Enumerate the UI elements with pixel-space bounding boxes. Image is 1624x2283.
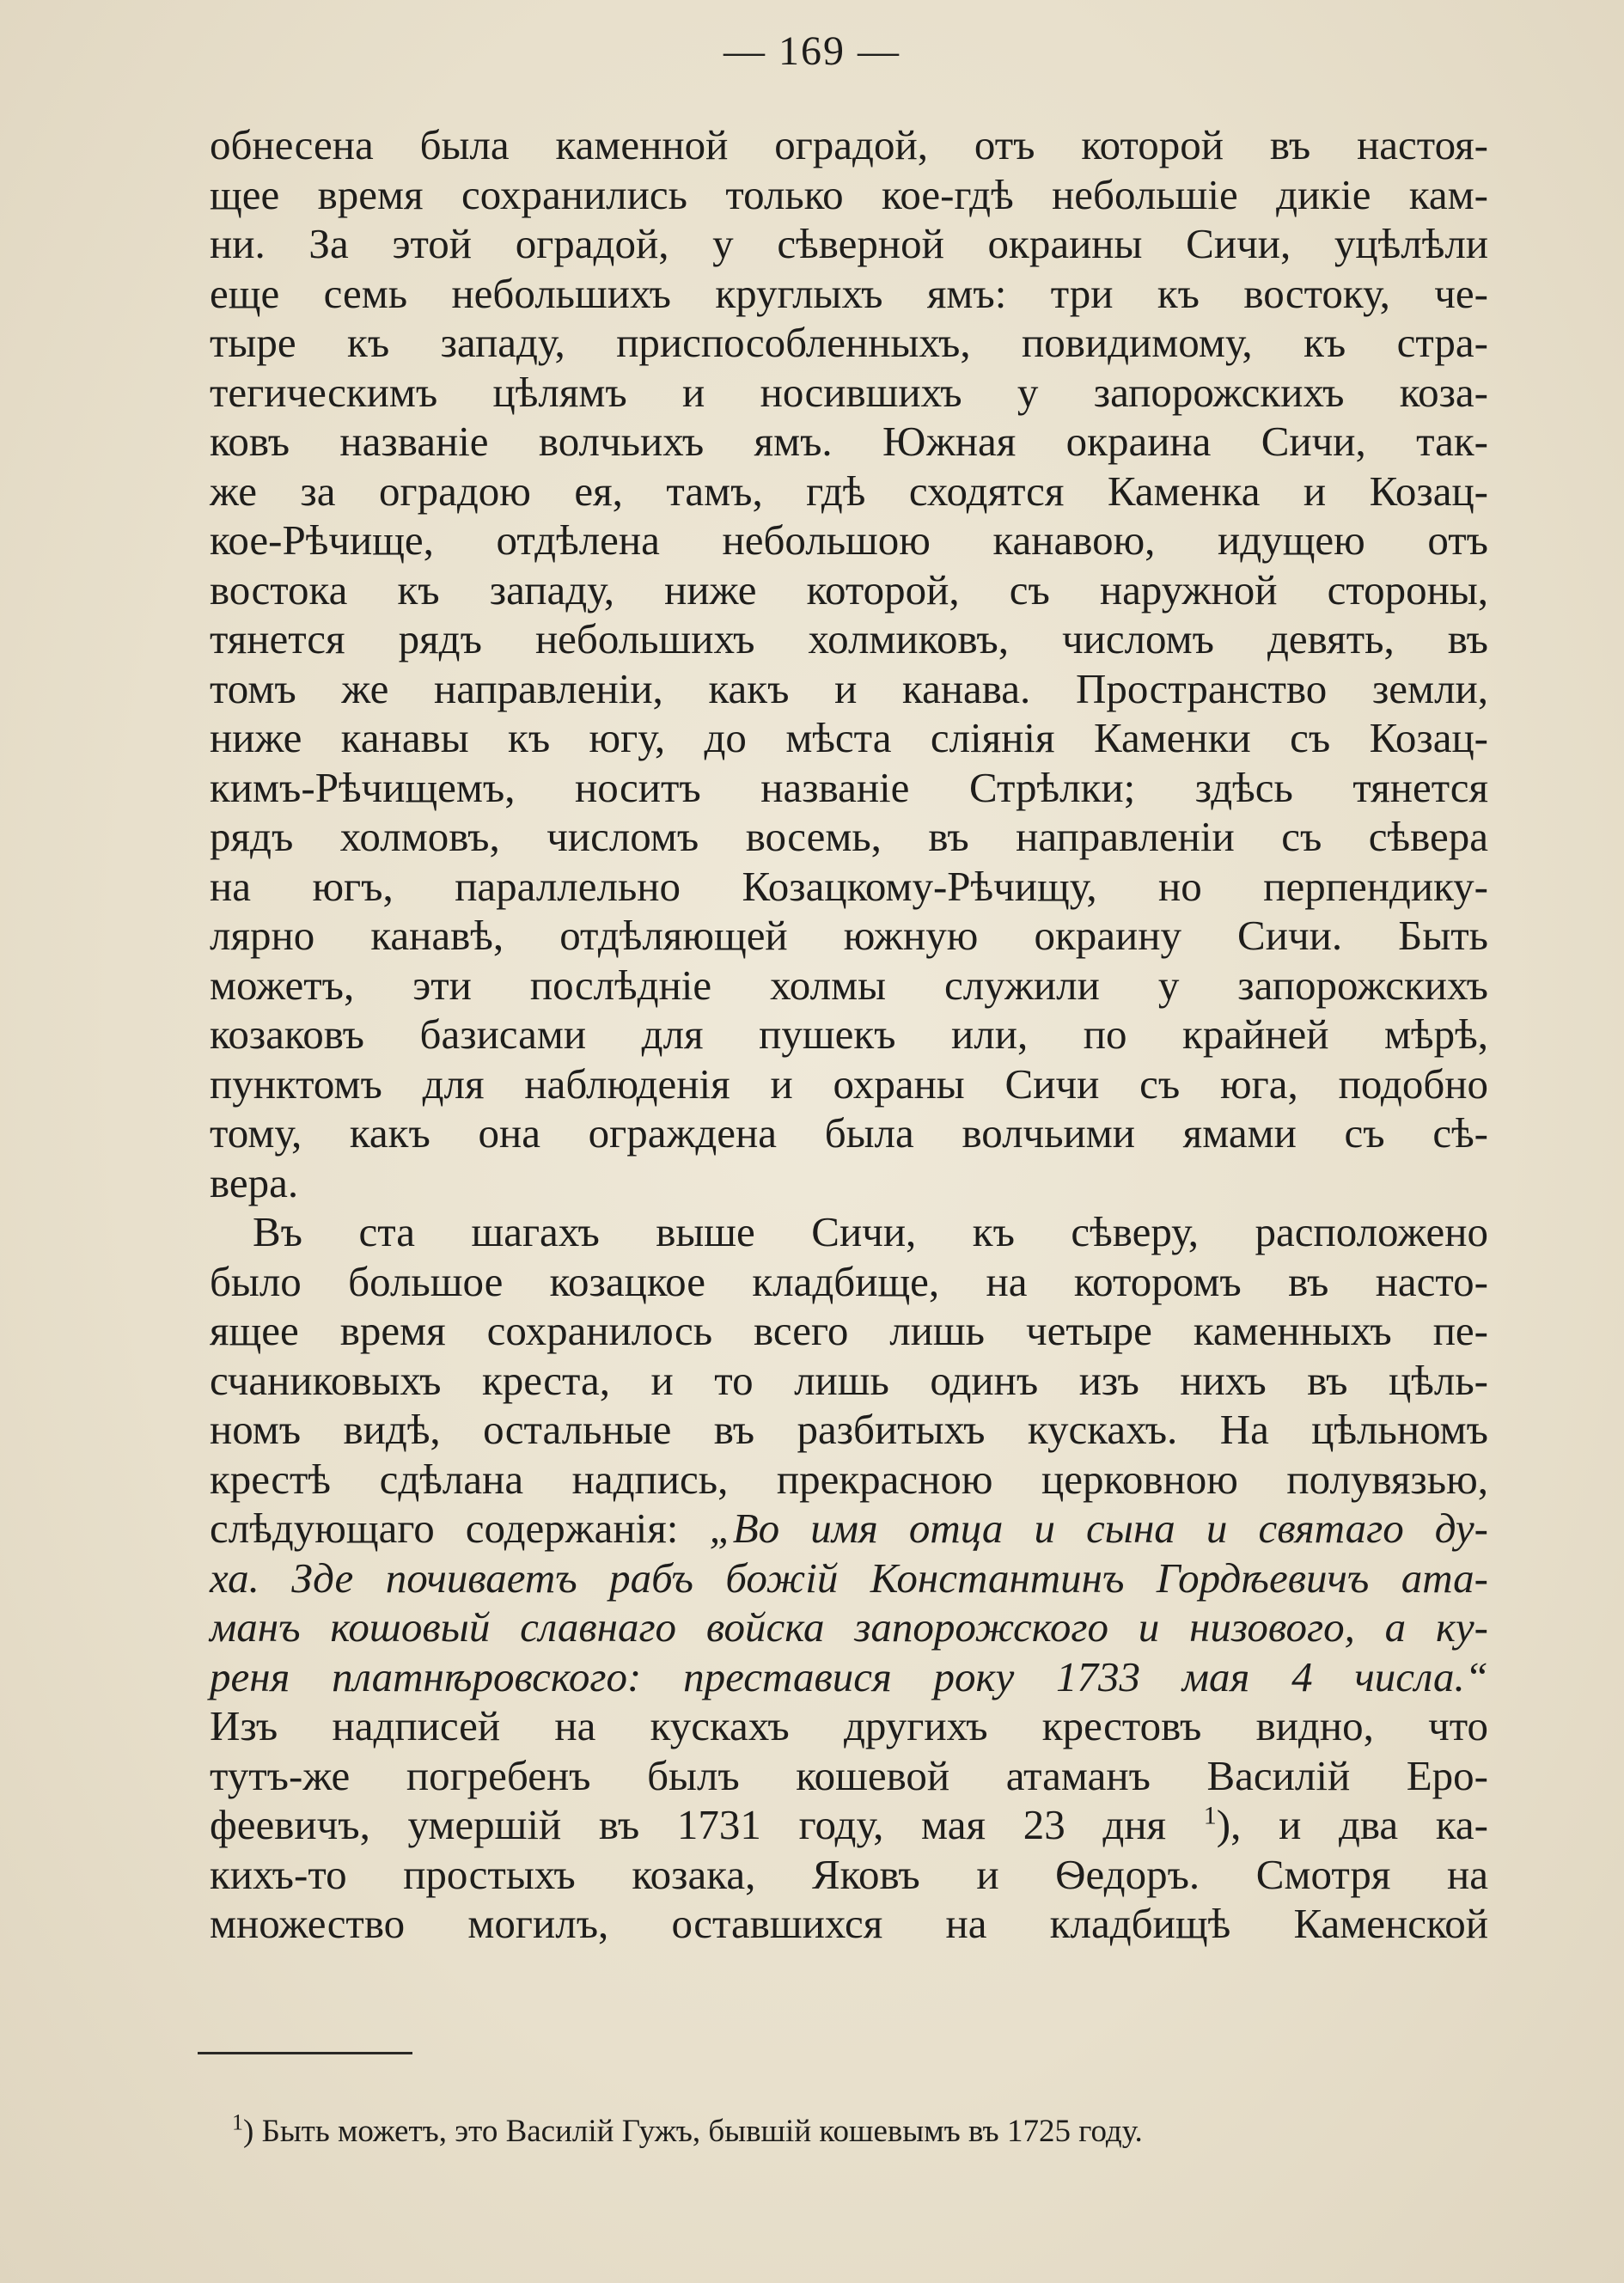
- text-line: рядъ холмовъ, числомъ восемь, въ направленіи съ сѣвера: [210, 813, 1488, 860]
- text-line: кимъ-Рѣчищемъ, носитъ названіе Стрѣлки; здѣсь тянется: [210, 763, 1488, 811]
- text-line: кихъ-то простыхъ козака, Яковъ и Ѳедоръ. Смотря на: [210, 1850, 1488, 1898]
- text-line: Въ ста шагахъ выше Сичи, къ сѣверу, расположено: [253, 1208, 1488, 1255]
- footnote-reference: 1: [1203, 1801, 1217, 1830]
- text-line: тегическимъ цѣлямъ и носившихъ у запорожскихъ коза-: [210, 368, 1488, 416]
- body-text: [210, 120, 1488, 1949]
- text-line: тянется рядъ небольшихъ холмиковъ, числомъ девять, въ: [210, 615, 1488, 662]
- text-line: ни. За этой оградой, у сѣверной окраины Сичи, уцѣлѣли: [210, 220, 1488, 267]
- text-line: тутъ-же погребенъ былъ кошевой атаманъ Василій Еро-: [210, 1751, 1488, 1799]
- text-line: на югъ, параллельно Козацкому-Рѣчищу, но перпендику-: [210, 862, 1488, 910]
- text-line: ящее время сохранилось всего лишь четыре каменныхъ пе-: [210, 1307, 1488, 1354]
- text-line: можетъ, эти послѣдніе холмы служили у запорожскихъ: [210, 961, 1488, 1009]
- text-line: козаковъ базисами для пушекъ или, по крайней мѣрѣ,: [210, 1010, 1488, 1058]
- text-line: счаниковыхъ креста, и то лишь одинъ изъ нихъ въ цѣль-: [210, 1356, 1488, 1404]
- quote-intro: слѣдующаго содержанія:: [210, 1505, 710, 1552]
- footnote-text: ) Быть можетъ, это Василій Гужъ, бывшій кошевымъ въ 1725 году.: [243, 2114, 1143, 2149]
- text-line: томъ же направленіи, какъ и канава. Пространство земли,: [210, 664, 1488, 712]
- text-line: вера.: [210, 1158, 299, 1206]
- text-line: множество могилъ, оставшихся на кладбищѣ Каменской: [210, 1900, 1488, 1947]
- text-line: пунктомъ для наблюденія и охраны Сичи съ юга, подобно: [210, 1059, 1488, 1108]
- text-line: Изъ надписей на кускахъ другихъ крестовъ видно, что: [210, 1702, 1488, 1749]
- footnote-divider: [198, 2052, 412, 2054]
- page-number: — 169 —: [723, 28, 901, 74]
- footnote-marker: 1: [232, 2109, 243, 2135]
- text-line: востока къ западу, ниже которой, съ наружной стороны,: [210, 565, 1488, 613]
- text-line: ниже канавы къ югу, до мѣста сліянія Каменки съ Козац-: [210, 714, 1488, 761]
- inscription-line: реня платнѣровского: преставися року 1733 мая 4 числа.“: [210, 1652, 1488, 1700]
- text-line: же за оградою ея, тамъ, гдѣ сходятся Каменка и Козац-: [210, 467, 1488, 515]
- text-line-quote-start: [210, 1504, 1488, 1554]
- text-line: номъ видѣ, остальные въ разбитыхъ кускахъ. На цѣльномъ: [210, 1406, 1488, 1453]
- text-line: кое-Рѣчище, отдѣлена небольшою канавою, идущею отъ: [210, 516, 1488, 564]
- text-segment: феевичъ, умершій въ 1731 году, мая 23 дня: [210, 1801, 1204, 1848]
- text-line-with-footnote-ref: [210, 1800, 1488, 1850]
- text-line: обнесена была каменной оградой, отъ которой въ настоя-: [210, 121, 1488, 168]
- text-line: лярно канавѣ, отдѣляющей южную окраину Сичи. Быть: [210, 912, 1488, 959]
- inscription-line: ха. Зде почиваетъ рабъ божій Константинъ Гордѣевичъ ата-: [210, 1554, 1488, 1602]
- text-line: щее время сохранились только кое-гдѣ небольшіе дикіе кам-: [210, 170, 1488, 218]
- text-line: тыре къ западу, приспособленныхъ, повидимому, къ стра-: [210, 319, 1488, 366]
- text-line: было большое козацкое кладбище, на которомъ въ насто-: [210, 1257, 1488, 1305]
- text-line: еще семь небольшихъ круглыхъ ямъ: три къ востоку, че-: [210, 269, 1488, 317]
- text-segment: ), и два ка-: [1216, 1801, 1488, 1848]
- inscription-quote: „Во имя отца и сына и святаго ду-: [709, 1505, 1488, 1552]
- text-line: тому, какъ она ограждена была волчьими ямами съ сѣ-: [210, 1109, 1488, 1157]
- footnote: [232, 2109, 1392, 2154]
- inscription-line: манъ кошовый славнаго войска запорожского и низового, а ку-: [210, 1603, 1488, 1651]
- text-line: крестѣ сдѣлана надпись, прекрасною церковною полувязью,: [210, 1455, 1488, 1503]
- text-line: ковъ названіе волчьихъ ямъ. Южная окраина Сичи, так-: [210, 418, 1488, 465]
